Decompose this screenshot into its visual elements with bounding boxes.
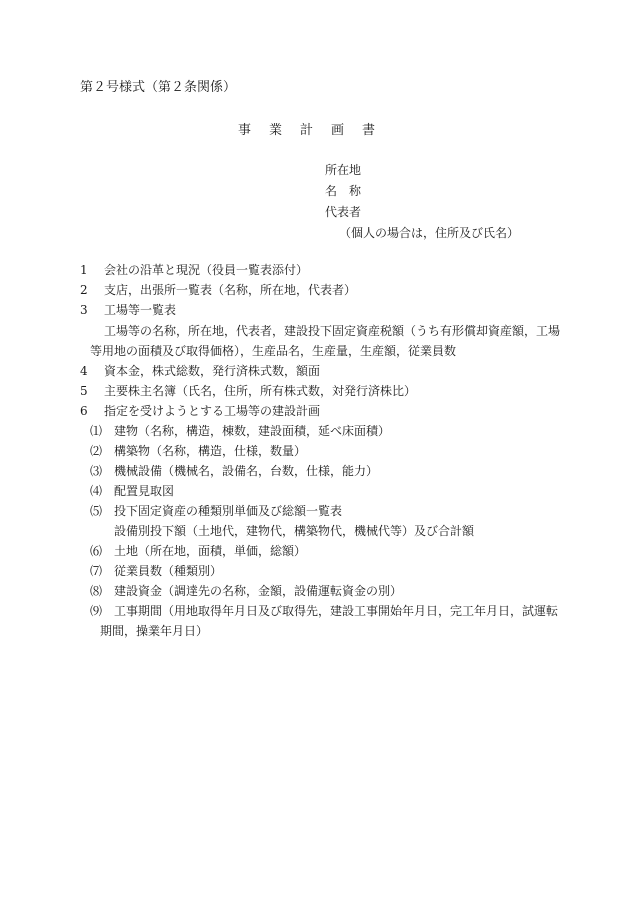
subitem-number: ⑺ — [90, 564, 103, 578]
subitem-text — [100, 601, 560, 641]
subitem-text — [114, 501, 560, 541]
subitem — [80, 501, 560, 541]
subitem-number: ⑹ — [90, 544, 103, 558]
subitem-text: 従業員数（種類別） — [114, 564, 223, 578]
form-number-label: 第２号様式（第２条関係） — [80, 80, 237, 95]
item-list — [80, 260, 560, 641]
subitem-text: 建物（名称，構造，棟数，建設面積，延べ床面積） — [114, 424, 391, 438]
subitem-text: 建設資金（調達先の名称，金額，設備運転資金の別） — [114, 584, 403, 598]
subitem-text-line1: 投下固定資産の種類別単価及び総額一覧表 — [114, 504, 343, 518]
subitem — [80, 541, 560, 561]
subitem — [80, 581, 560, 601]
subitem-text: 土地（所在地，面積，単価，総額） — [114, 544, 307, 558]
list-item — [80, 260, 560, 280]
subitem — [80, 561, 560, 581]
item-text: 工場等一覧表 — [104, 303, 177, 317]
subitem-number: ⑴ — [90, 424, 103, 438]
item3-detail-line1: 工場等の名称，所在地，代表者，建設投下固定資産税額（うち有形償却資産額，工場 — [104, 324, 561, 338]
subitem-number: ⑵ — [90, 444, 103, 458]
subitem-number: ⑼ — [90, 604, 103, 618]
subitem-text: 機械設備（機械名，設備名，台数，仕様，能力） — [114, 464, 379, 478]
subitem-text: 構築物（名称，構造，仕様，数量） — [114, 444, 307, 458]
list-item — [80, 401, 560, 421]
list-item — [80, 300, 560, 320]
item-number: 4 — [80, 364, 88, 378]
item-number: 2 — [80, 283, 88, 297]
subitem-number: ⑸ — [90, 504, 103, 518]
item-number: 6 — [80, 404, 88, 418]
name-label: 名 称 — [325, 184, 362, 198]
subitem — [80, 481, 560, 501]
subitem-number: ⑷ — [90, 484, 103, 498]
item-text: 主要株主名簿（氏名，住所，所有株式数，対発行済株比） — [104, 384, 417, 398]
subitem-number: ⑻ — [90, 584, 103, 598]
document-title: 事業計画書 — [238, 123, 394, 138]
subitem — [80, 421, 560, 441]
list-item — [80, 280, 560, 300]
item3-detail — [80, 320, 560, 361]
item-text: 支店，出張所一覧表（名称，所在地，代表者） — [104, 283, 357, 297]
applicant-info — [325, 160, 519, 244]
list-item — [80, 361, 560, 381]
item3-detail-line2: 等用地の面積及び取得価格），生産品名，生産量，生産額，従業員数 — [90, 344, 457, 358]
item-number: 3 — [80, 303, 88, 317]
subitem-text-line2: 設備別投下額（土地代，建物代，構築物代，機械代等）及び合計額 — [114, 524, 475, 538]
subitem — [80, 601, 560, 641]
address-label: 所在地 — [325, 163, 362, 177]
subitem — [80, 441, 560, 461]
list-item — [80, 381, 560, 401]
subitem-text: 配置見取図 — [114, 484, 175, 498]
representative-label: 代表者 — [325, 205, 362, 219]
individual-note: （個人の場合は，住所及び氏名） — [339, 226, 520, 240]
subitem-number: ⑶ — [90, 464, 103, 478]
item-text: 資本金，株式総数，発行済株式数，額面 — [104, 364, 321, 378]
item-text: 指定を受けようとする工場等の建設計画 — [104, 404, 321, 418]
subitem — [80, 461, 560, 481]
subitem-text-line2: 期間，操業年月日） — [100, 624, 209, 638]
subitem-text-line1: 工事期間（用地取得年月日及び取得先，建設工事開始年月日，完工年月日，試運転 — [114, 604, 559, 618]
item-text: 会社の沿革と現況（役員一覧表添付） — [104, 263, 309, 277]
item-number: 5 — [80, 384, 88, 398]
item-number: 1 — [80, 263, 88, 277]
